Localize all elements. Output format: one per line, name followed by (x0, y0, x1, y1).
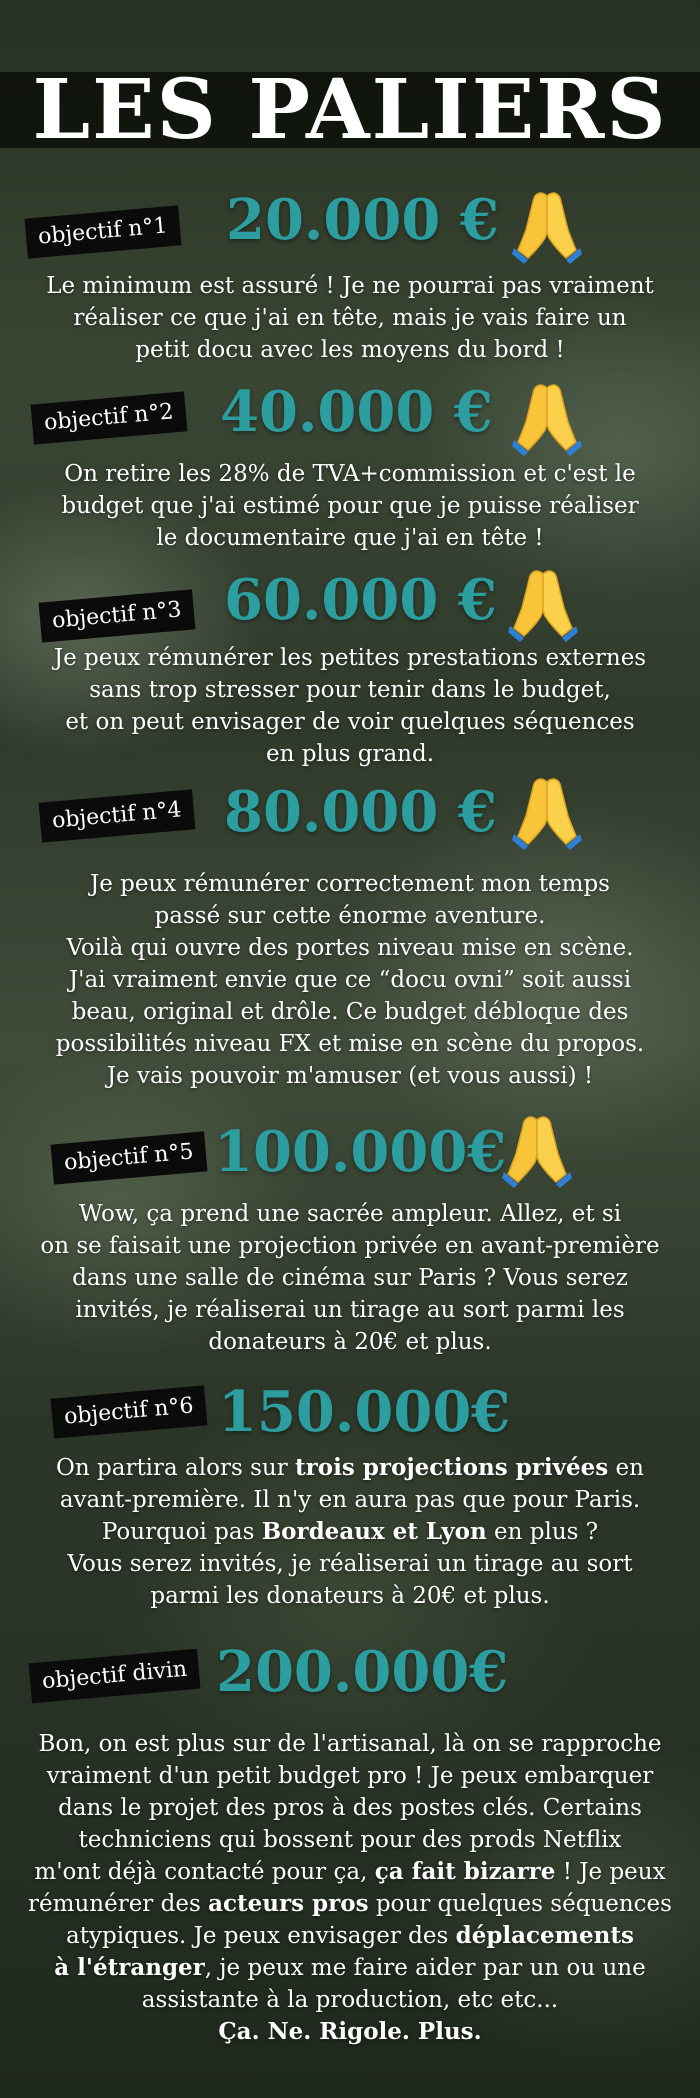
tier-amount: 60.000 € (224, 567, 497, 633)
desc-line: vraiment d'un petit budget pro ! Je peux embarquer (46, 1763, 654, 1789)
desc-text: m'ont déjà contacté pour ça, (34, 1859, 375, 1885)
tier-amount: 200.000€ (216, 1639, 509, 1705)
desc-line: dans une salle de cinéma sur Paris ? Vous serez (72, 1265, 628, 1291)
desc-highlight: à l'étranger (54, 1954, 205, 1981)
desc-text: On partira alors sur (56, 1455, 296, 1481)
desc-text: ! Je peux (555, 1859, 666, 1885)
desc-line: en plus grand. (265, 741, 435, 767)
tier-description (10, 1728, 690, 2048)
desc-line: Voilà qui ouvre des portes niveau mise en scène. (66, 935, 634, 961)
desc-line: Bon, on est plus sur de l'artisanal, là on se rapproche (38, 1731, 662, 1757)
folded-hands-icon (502, 1110, 572, 1188)
desc-line: Je peux rémunérer correctement mon temps (90, 871, 610, 897)
closing-line: Ça. Ne. Rigole. Plus. (218, 2018, 482, 2045)
desc-text: rémunérer des (28, 1891, 209, 1917)
desc-line (10, 1952, 690, 1984)
tier-amount: 100.000€ (214, 1119, 507, 1185)
tier-amount: 40.000 € (220, 379, 493, 445)
tier-amount: 150.000€ (218, 1379, 511, 1445)
desc-line: budget que j'ai estimé pour que je puisse réaliser (61, 493, 639, 519)
desc-line: possibilités niveau FX et mise en scène du propos. (55, 1031, 645, 1057)
tier-description (10, 458, 690, 554)
desc-highlight: ça fait bizarre (374, 1858, 556, 1885)
desc-highlight: Bordeaux et Lyon (261, 1518, 487, 1545)
desc-line (10, 1452, 690, 1484)
desc-line: assistante à la production, etc etc... (141, 1987, 559, 2013)
tier-description (10, 1452, 690, 1612)
desc-line: avant-première. Il n'y en aura pas que pour Paris. (59, 1487, 641, 1513)
tier-tag: objectif n°5 (51, 1131, 208, 1184)
folded-hands-icon (512, 186, 582, 264)
tier-tag: objectif n°4 (39, 789, 196, 842)
tier-tag: objectif n°3 (39, 589, 196, 642)
desc-line: le documentaire que j'ai en tête ! (156, 525, 544, 551)
desc-line (10, 1920, 690, 1952)
desc-text: Pourquoi pas (101, 1519, 262, 1545)
tier-tag: objectif n°6 (51, 1385, 208, 1438)
desc-text: en plus ? (486, 1519, 599, 1545)
desc-line: réaliser ce que j'ai en tête, mais je vais faire un (73, 305, 627, 331)
folded-hands-icon (512, 772, 582, 850)
tier-amount: 20.000 € (226, 187, 499, 253)
tier-description (10, 868, 690, 1092)
desc-line: beau, original et drôle. Ce budget débloque des (71, 999, 629, 1025)
desc-line: Le minimum est assuré ! Je ne pourrai pas vraiment (46, 273, 654, 299)
tier-tag: objectif n°1 (25, 205, 182, 258)
tier-description (10, 642, 690, 770)
desc-line (10, 1856, 690, 1888)
desc-line: parmi les donateurs à 20€ et plus. (150, 1583, 550, 1609)
tier-description (10, 270, 690, 366)
desc-line (10, 1888, 690, 1920)
desc-line: invités, je réaliserai un tirage au sort parmi les (75, 1297, 625, 1323)
desc-text: pour quelques séquences (368, 1891, 672, 1917)
folded-hands-icon (512, 378, 582, 456)
desc-line: Je peux rémunérer les petites prestations externes (53, 645, 647, 671)
desc-text: atypiques. Je peux envisager des (66, 1923, 456, 1949)
desc-line (10, 1516, 690, 1548)
desc-line: Je vais pouvoir m'amuser (et vous aussi) ! (106, 1063, 594, 1089)
tier-amount: 80.000 € (224, 779, 497, 845)
desc-text: en (608, 1455, 644, 1481)
desc-text: , je peux me faire aider par un ou une (204, 1955, 646, 1981)
desc-line: donateurs à 20€ et plus. (208, 1329, 492, 1355)
tier-tag: objectif n°2 (31, 391, 188, 444)
desc-highlight: déplacements (455, 1922, 634, 1949)
desc-line: et on peut envisager de voir quelques séquences (65, 709, 635, 735)
desc-highlight: trois projections privées (295, 1454, 609, 1481)
desc-line: J'ai vraiment envie que ce “docu ovni” soit aussi (68, 967, 632, 993)
desc-line: On retire les 28% de TVA+commission et c'est le (64, 461, 636, 487)
desc-line: sans trop stresser pour tenir dans le budget, (89, 677, 611, 703)
desc-highlight: acteurs pros (208, 1890, 369, 1917)
desc-line: techniciens qui bossent pour des prods Netflix (78, 1827, 622, 1853)
desc-line: on se faisait une projection privée en avant-première (40, 1233, 660, 1259)
tier-description (10, 1198, 690, 1358)
desc-line: Wow, ça prend une sacrée ampleur. Allez, et si (78, 1201, 622, 1227)
desc-line: petit docu avec les moyens du bord ! (135, 337, 565, 363)
desc-line: dans le projet des pros à des postes clés. Certains (58, 1795, 642, 1821)
desc-line: passé sur cette énorme aventure. (154, 903, 546, 929)
desc-line: Vous serez invités, je réaliserai un tirage au sort (67, 1551, 633, 1577)
tier-tag: objectif divin (29, 1649, 201, 1704)
page-title: LES PALIERS (32, 62, 668, 158)
folded-hands-icon (508, 564, 578, 642)
